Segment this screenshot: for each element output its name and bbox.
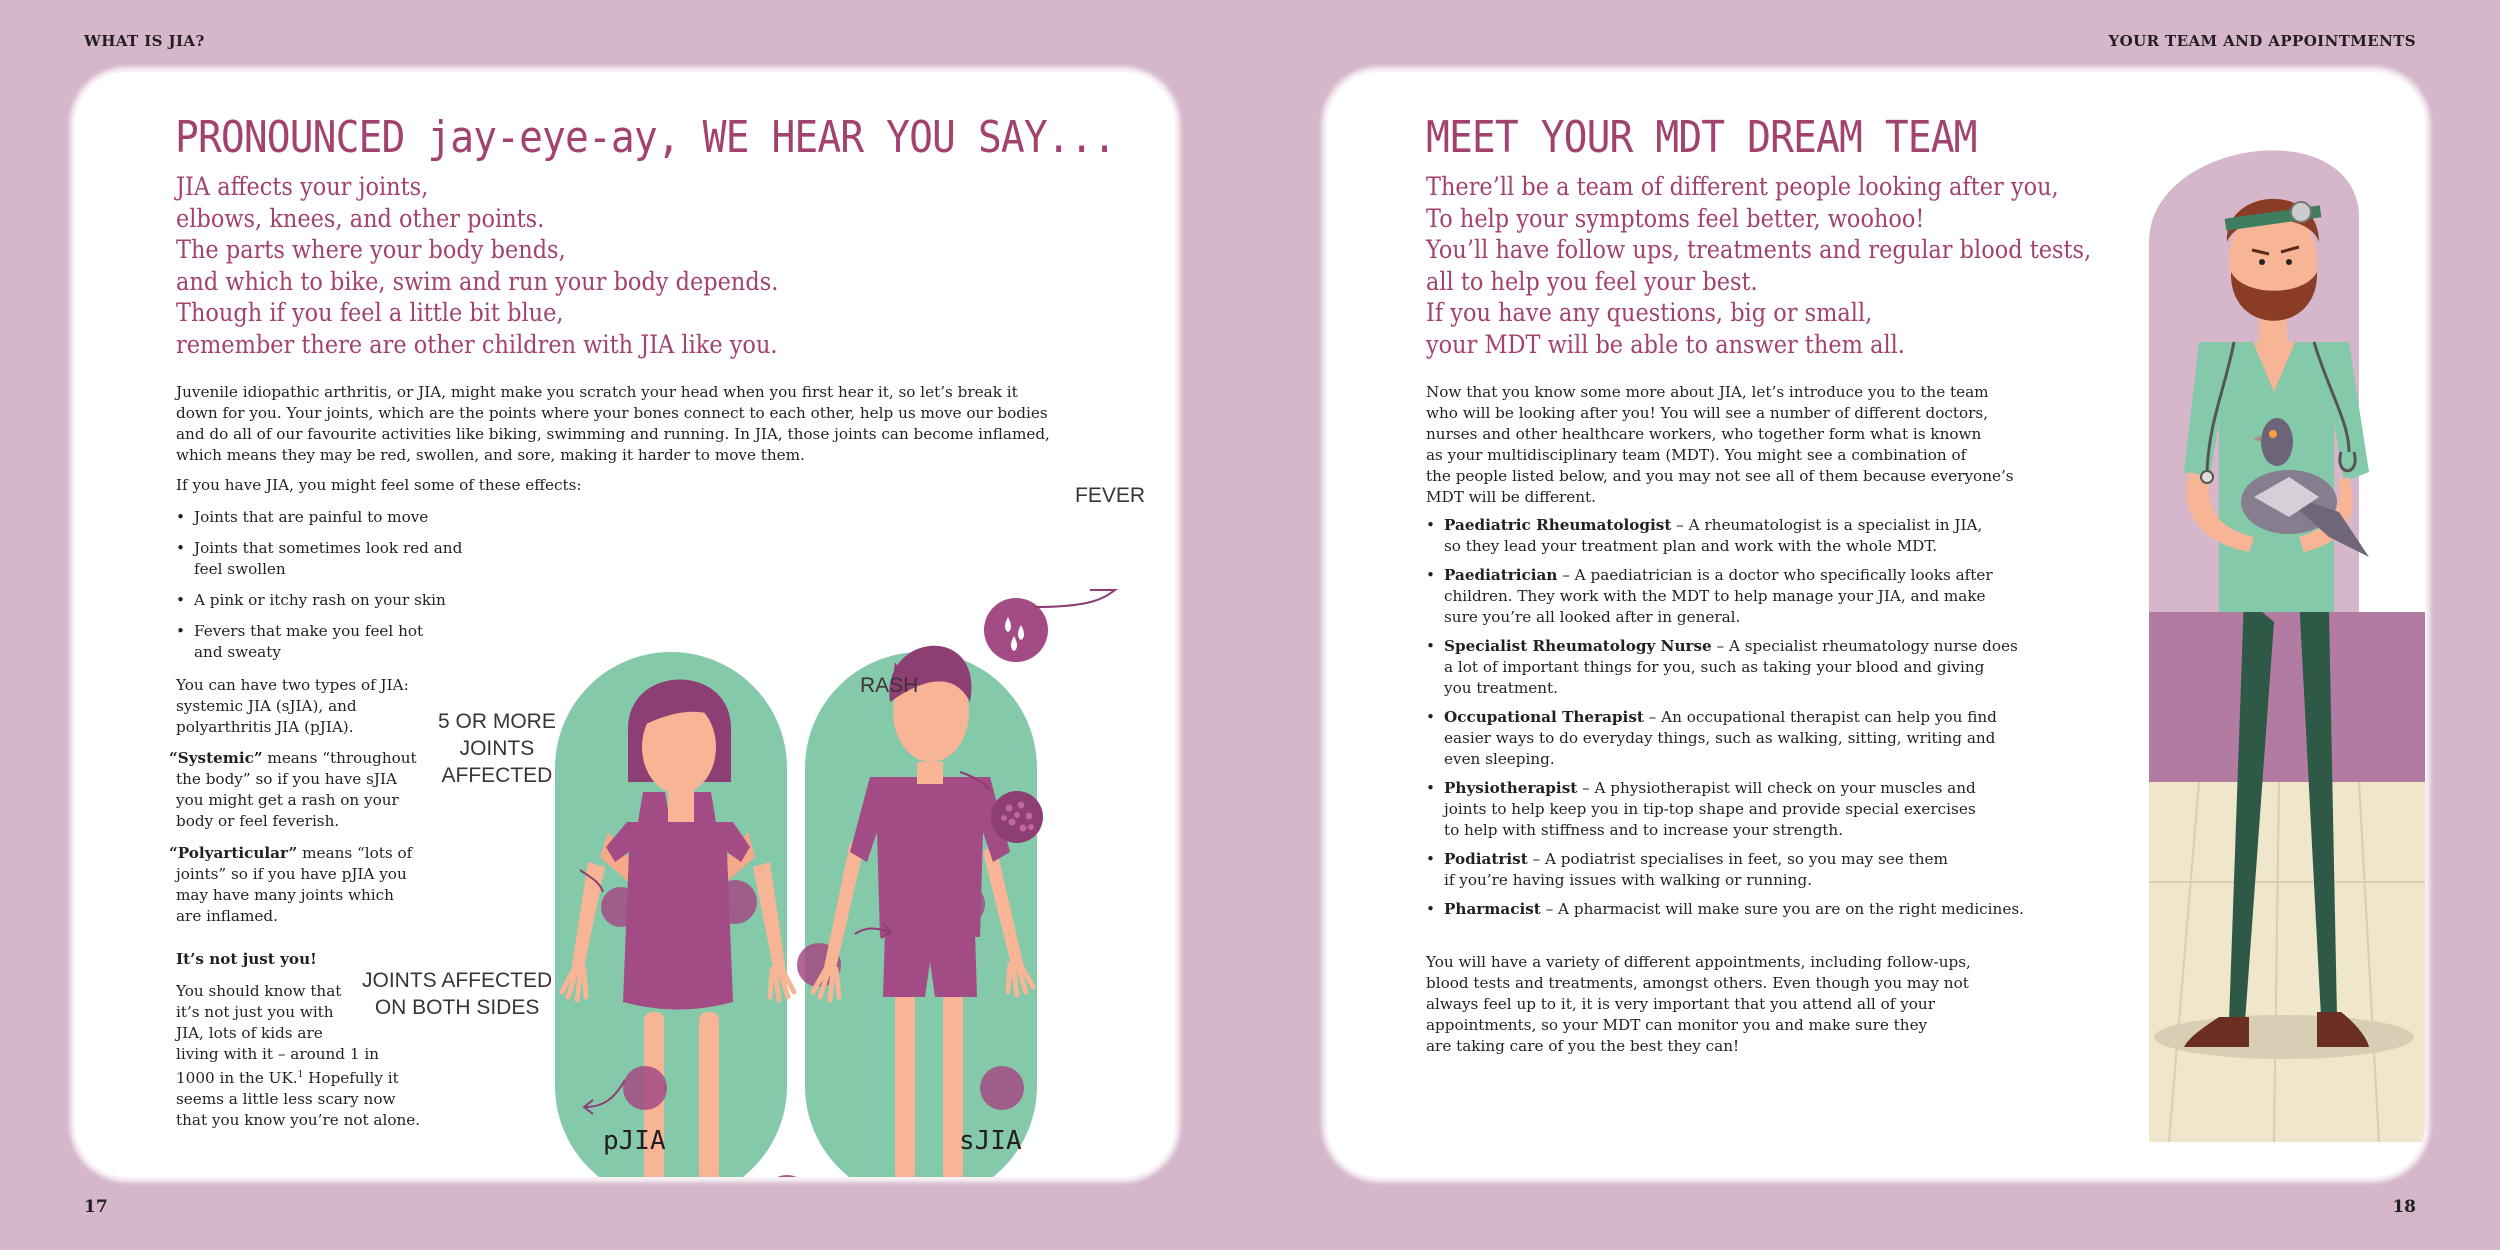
team-role: Podiatrist: [1444, 850, 1528, 868]
effects-intro: If you have JIA, you might feel some of these effects:: [176, 476, 582, 494]
text-line: seems a little less scary now: [176, 1090, 396, 1109]
text-line: feel swollen: [194, 560, 286, 578]
text-line: are inflamed.: [176, 907, 278, 925]
text-line: systemic JIA (sJIA), and: [176, 697, 357, 715]
team-item-occupational-therapist: [1426, 707, 2046, 770]
text-line: if you’re having issues with walking or running.: [1444, 871, 1813, 889]
team-role: Occupational Therapist: [1444, 708, 1644, 726]
right-intro-paragraph: [1426, 382, 2014, 508]
label-both-sides: [362, 967, 552, 1021]
text-line: the people listed below, and you may not see all of them because everyone’s: [1426, 467, 2014, 485]
text-line: JIA, lots of kids are: [176, 1024, 323, 1042]
right-page-panel: [1327, 72, 2425, 1177]
list-item: [176, 507, 496, 528]
text-line: who will be looking after you! You will see a number of different doctors,: [1426, 404, 1989, 422]
text-line: • Joints that are painful to move: [194, 508, 429, 526]
text-line: – A paediatrician is a doctor who specifically looks after: [1557, 566, 1993, 584]
poem-line: If you have any questions, big or small,: [1426, 298, 1873, 328]
list-item: [176, 538, 496, 580]
doctor-illustration: [2049, 92, 2425, 1142]
text-line: you might get a rash on your: [176, 791, 399, 809]
polyarticular-term: “Polyarticular”: [169, 844, 298, 862]
team-role: Specialist Rheumatology Nurse: [1444, 637, 1712, 655]
text-line: joints” so if you have pJIA you: [176, 865, 407, 883]
team-role: Pharmacist: [1444, 900, 1541, 918]
label-rash: RASH: [860, 674, 919, 697]
text-line: – A physiotherapist will check on your muscles and: [1577, 779, 1976, 797]
text-line: so they lead your treatment plan and work with the whole MDT.: [1444, 537, 1938, 555]
team-item-pharmacist: [1426, 899, 2046, 920]
jia-children-illustration: [465, 472, 1175, 1177]
text-line: • Joints that sometimes look red and: [194, 539, 463, 557]
team-role: Paediatric Rheumatologist: [1444, 516, 1672, 534]
text-line: the body” so if you have sJIA: [176, 770, 397, 788]
text-line: as your multidisciplinary team (MDT). You might see a combination of: [1426, 446, 1967, 464]
poem-line: Though if you feel a little bit blue,: [176, 298, 564, 328]
label-pjia: pJIA: [603, 1126, 666, 1156]
text-line: easier ways to do everyday things, such as walking, sitting, writing and: [1444, 729, 1996, 747]
left-intro-paragraph: [176, 382, 1050, 466]
text-line: even sleeping.: [1444, 750, 1555, 768]
poem-line: remember there are other children with JIA like you.: [176, 329, 778, 360]
text-line: JOINTS: [459, 737, 535, 760]
team-item-rheumatology-nurse: [1426, 636, 2046, 699]
footnote-marker: 1: [297, 1070, 304, 1080]
text-line: body or feel feverish.: [176, 812, 340, 830]
text-line: to help with stiffness and to increase your strength.: [1444, 821, 1844, 839]
team-item-podiatrist: [1426, 849, 2046, 891]
text-line: are taking care of you the best they can!: [1426, 1037, 1740, 1055]
team-role: Physiotherapist: [1444, 779, 1578, 797]
text-line: blood tests and treatments, amongst others. Even though you may not: [1426, 974, 1969, 992]
poem-line: JIA affects your joints,: [176, 172, 429, 202]
text-line: ON BOTH SIDES: [374, 996, 540, 1019]
poem-line: all to help you feel your best.: [1426, 266, 1758, 297]
right-page-title: MEET YOUR MDT DREAM TEAM: [1426, 112, 1977, 163]
text-line: AFFECTED: [441, 764, 553, 787]
list-item: [176, 590, 496, 611]
text-line: nurses and other healthcare workers, who together form what is known: [1426, 425, 1982, 443]
text-line: means “lots of: [297, 844, 413, 862]
mdt-team-list: [1426, 515, 2046, 928]
text-line: it’s not just you with: [176, 1003, 334, 1021]
text-line: Hopefully it: [303, 1069, 399, 1088]
text-line: children. They work with the MDT to help manage your JIA, and make: [1444, 587, 1986, 605]
text-line: which means they may be red, swollen, and sore, making it harder to move them.: [176, 446, 805, 464]
text-line: MDT will be different.: [1426, 488, 1596, 506]
poem-line: and which to bike, swim and run your body depends.: [176, 266, 779, 297]
text-line: joints to help keep you in tip-top shape and provide special exercises: [1444, 800, 1976, 818]
label-sjia: sJIA: [959, 1126, 1022, 1156]
team-item-paediatrician: [1426, 565, 2046, 628]
left-poem: [176, 172, 778, 361]
label-fever: FEVER: [1075, 484, 1146, 507]
text-line: – A podiatrist specialises in feet, so you may see them: [1527, 850, 1948, 868]
systemic-term: “Systemic”: [169, 749, 263, 767]
fever-pointer: [1035, 590, 1115, 607]
team-item-physiotherapist: [1426, 778, 2046, 841]
text-line: living with it – around 1 in: [176, 1045, 379, 1063]
text-line: – An occupational therapist can help you find: [1643, 708, 1997, 726]
text-line: and do all of our favourite activities like biking, swimming and running. In JIA, those joints can become inflamed,: [176, 425, 1050, 443]
text-line: appointments, so your MDT can monitor you and make sure they: [1426, 1016, 1928, 1034]
text-line: that you know you’re not alone.: [176, 1111, 421, 1130]
not-alone-heading: It’s not just you!: [176, 950, 317, 968]
text-line: means “throughout: [262, 749, 417, 767]
text-line: You will have a variety of different appointments, including follow-ups,: [1426, 953, 1971, 971]
poem-line: There’ll be a team of different people looking after you,: [1426, 172, 2059, 202]
poem-line: your MDT will be able to answer them all.: [1426, 329, 1905, 360]
text-line: you treatment.: [1444, 679, 1558, 697]
text-line: JOINTS AFFECTED: [362, 969, 553, 992]
left-page-title: PRONOUNCED jay-eye-ay, WE HEAR YOU SAY...: [175, 112, 1116, 163]
closing-paragraph: [1426, 952, 1971, 1057]
running-head-right: YOUR TEAM AND APPOINTMENTS: [2108, 32, 2416, 50]
text-line: Now that you know some more about JIA, let’s introduce you to the team: [1426, 383, 1989, 401]
poem-line: You’ll have follow ups, treatments and regular blood tests,: [1426, 235, 2092, 265]
text-line: and sweaty: [194, 643, 281, 661]
team-item-paediatric-rheumatologist: [1426, 515, 2046, 557]
running-head-left: WHAT IS JIA?: [84, 32, 205, 50]
text-line: a lot of important things for you, such as taking your blood and giving: [1444, 658, 1985, 676]
text-line: down for you. Your joints, which are the points where your bones connect to each other, help us move our bodies: [176, 404, 1048, 422]
text-line: – A pharmacist will make sure you are on the right medicines.: [1540, 900, 2024, 918]
text-line: may have many joints which: [176, 886, 394, 904]
effects-list: [176, 507, 496, 673]
text-line: You should know that: [176, 982, 342, 1000]
text-line: • Fevers that make you feel hot: [194, 622, 424, 640]
text-line: always feel up to it, it is very important that you attend all of your: [1426, 995, 1935, 1013]
jia-types-paragraph: [176, 675, 409, 738]
page-number-right: 18: [2392, 1197, 2416, 1217]
list-item: [176, 621, 496, 663]
text-line: 1000 in the UK.: [176, 1069, 298, 1088]
page-number-left: 17: [84, 1197, 108, 1217]
poem-line: elbows, knees, and other points.: [176, 203, 545, 234]
poem-line: The parts where your body bends,: [176, 235, 566, 265]
text-line: Juvenile idiopathic arthritis, or JIA, might make you scratch your head when you first hear it, so let’s break it: [176, 383, 1018, 401]
poem-line: To help your symptoms feel better, woohoo!: [1426, 203, 1925, 234]
left-page-panel: [75, 72, 1175, 1177]
text-line: sure you’re all looked after in general.: [1444, 608, 1741, 626]
text-line: • A pink or itchy rash on your skin: [194, 591, 446, 609]
team-role: Paediatrician: [1444, 566, 1558, 584]
polyarticular-definition: [169, 843, 412, 927]
text-line: – A rheumatologist is a specialist in JIA,: [1671, 516, 1983, 534]
right-poem: [1426, 172, 2091, 361]
systemic-definition: [169, 748, 417, 832]
text-line: – A specialist rheumatology nurse does: [1711, 637, 2018, 655]
text-line: You can have two types of JIA:: [176, 676, 409, 694]
label-five-or-more: [438, 708, 556, 789]
text-line: polyarthritis JIA (pJIA).: [176, 718, 354, 736]
text-line: 5 OR MORE: [438, 710, 556, 733]
